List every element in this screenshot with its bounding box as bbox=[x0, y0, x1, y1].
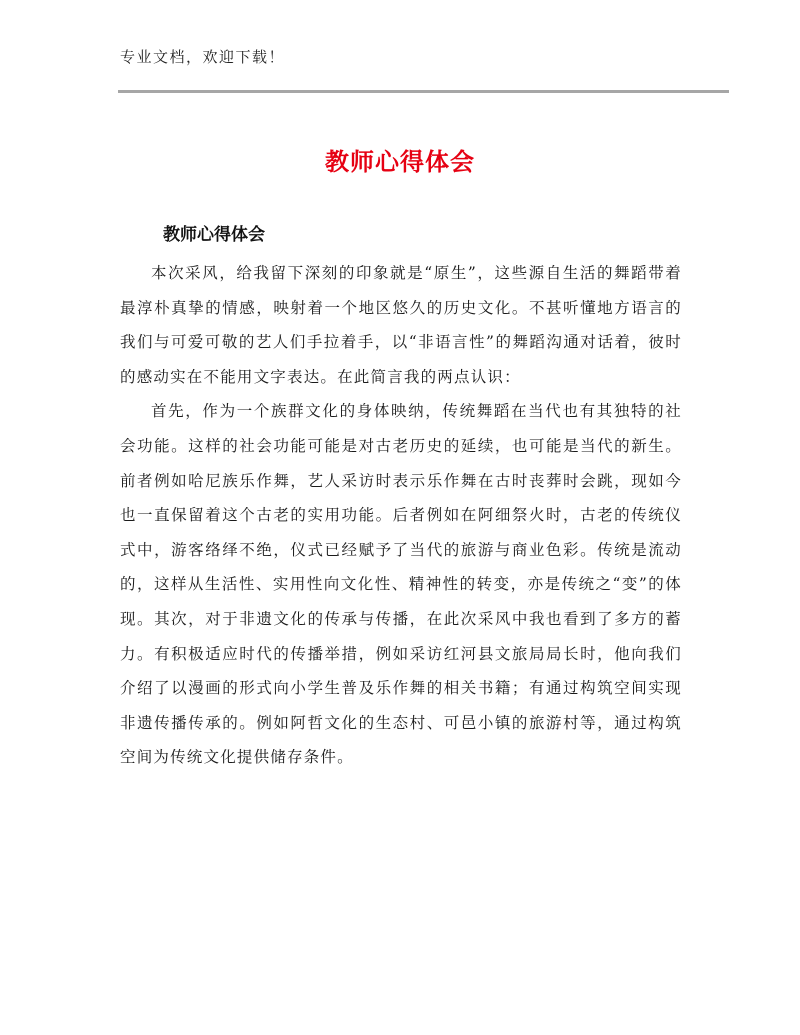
document-title: 教师心得体会 bbox=[325, 148, 475, 176]
paragraph-1: 本次采风，给我留下深刻的印象就是“原生”，这些源自生活的舞蹈带着最淳朴真挚的情感，映射着一个地区悠久的历史文化。不甚听懂地方语言的我们与可爱可敬的艺人们手拉着手，以“非语言性”的舞蹈沟通对话着，彼时的感动实在不能用文字表达。在此简言我的两点认识： bbox=[120, 264, 682, 386]
page-header: 专业文档，欢迎下载！ bbox=[120, 48, 286, 66]
header-divider bbox=[118, 90, 729, 93]
section-heading: 教师心得体会 bbox=[163, 225, 265, 245]
paragraph-2: 首先，作为一个族群文化的身体映纳，传统舞蹈在当代也有其独特的社会功能。这样的社会功能可能是对古老历史的延续，也可能是当代的新生。前者例如哈尼族乐作舞，艺人采访时表示乐作舞在古时丧葬时会跳，现如今也一直保留着这个古老的实用功能。后者例如在阿细祭火时，古老的传统仪式中，游客络绎不绝，仪式已经赋予了当代的旅游与商业色彩。传统是流动的，这样从生活性、实用性向文化性、精神性的转变，亦是传统之“变”的体现。其次，对于非遗文化的传承与传播，在此次采风中我也看到了多方的蓄力。有积极适应时代的传播举措，例如采访红河县文旅局局长时，他向我们介绍了以漫画的形式向小学生普及乐作舞的相关书籍；有通过构筑空间实现非遗传播传承的。例如阿哲文化的生态村、可邑小镇的旅游村等，通过构筑空间为传统文化提供储存条件。 bbox=[120, 402, 682, 767]
body-text bbox=[120, 256, 682, 775]
